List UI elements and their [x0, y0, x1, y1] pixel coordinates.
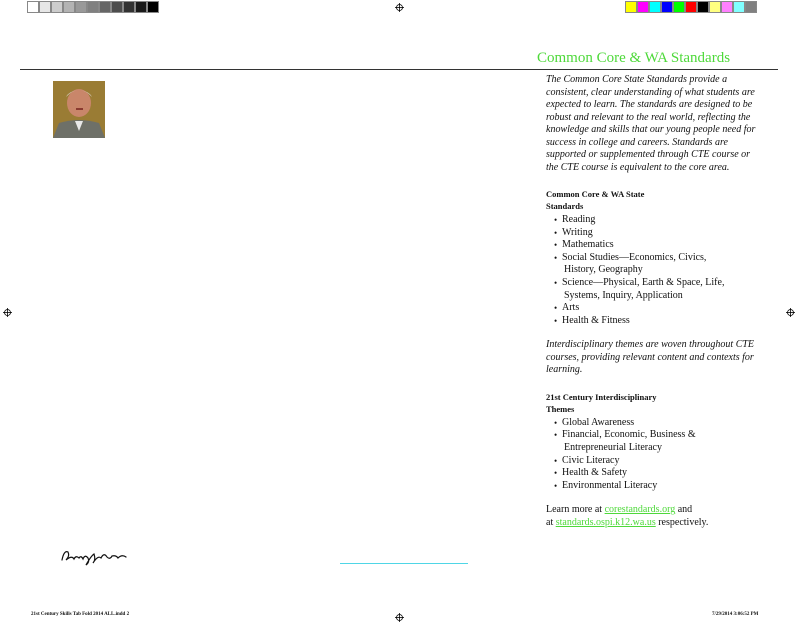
standards-list [546, 214, 761, 327]
list-item [546, 227, 761, 240]
cyan-divider [340, 563, 468, 564]
standards-heading-line2: Standards [546, 201, 584, 211]
process-color-swatch [685, 1, 697, 13]
list-item [546, 239, 761, 252]
list-item-text: Health & Fitness [562, 314, 630, 326]
process-color-swatch [697, 1, 709, 13]
gray-swatch [135, 1, 147, 13]
themes-heading-line2: Themes [546, 403, 575, 414]
gray-swatch [27, 1, 39, 13]
gray-swatch [99, 1, 111, 13]
gray-swatch [111, 1, 123, 13]
list-item [546, 302, 761, 315]
standards-heading-line1: Common Core & WA State [546, 189, 645, 199]
list-item-text: Mathematics [562, 239, 614, 251]
gray-swatch [39, 1, 51, 13]
registration-mark-right [786, 308, 795, 317]
list-item-text: Global Awareness [562, 416, 635, 428]
signature [60, 546, 130, 573]
list-item [546, 252, 761, 277]
list-item [546, 315, 761, 328]
registration-mark-left [3, 308, 12, 317]
list-item [546, 480, 761, 493]
list-item-text: Social Studies—Economics, Civics, [562, 251, 707, 263]
learn-more-at: at [546, 516, 554, 528]
list-item-text: Environmental Literacy [562, 479, 658, 491]
themes-list [546, 417, 761, 493]
process-color-swatch [709, 1, 721, 13]
list-item-text-cont: History, Geography [564, 264, 643, 276]
list-item-text: Science—Physical, Earth & Space, Life, [562, 276, 725, 288]
process-color-swatch [673, 1, 685, 13]
list-item [546, 467, 761, 480]
themes-heading-line1: 21st Century Interdisciplinary [546, 391, 657, 402]
gray-swatch [51, 1, 63, 13]
gray-swatch [147, 1, 159, 13]
registration-mark-top [395, 3, 404, 12]
learn-more-text [546, 504, 761, 529]
list-item [546, 417, 761, 430]
gray-color-bar [27, 1, 159, 13]
learn-more-prefix: Learn more at [546, 504, 603, 516]
process-color-swatch [637, 1, 649, 13]
process-color-swatch [733, 1, 745, 13]
process-color-bar [625, 1, 757, 13]
registration-mark-bottom [395, 613, 404, 622]
list-item-text-cont: Entrepreneurial Literacy [564, 442, 662, 454]
footer-file-info: 21st Century Skills Tab Fold 2014 ALL.indd 2 [31, 612, 130, 617]
gray-swatch [87, 1, 99, 13]
learn-more-suffix: respectively. [658, 516, 709, 528]
portrait-photo [53, 81, 105, 138]
header-divider [20, 69, 778, 70]
list-item-text: Writing [562, 226, 593, 238]
process-color-swatch [625, 1, 637, 13]
themes-intro-paragraph: Interdisciplinary themes are woven throughout CTE courses, providing relevant content and contexts for learning. [546, 339, 755, 376]
gray-swatch [123, 1, 135, 13]
list-item [546, 429, 761, 454]
gray-swatch [75, 1, 87, 13]
process-color-swatch [661, 1, 673, 13]
list-item-text: Financial, Economic, Business & [562, 429, 696, 441]
intro-paragraph: The Common Core State Standards provide a consistent, clear understanding of what students are expected to learn. The standards are designed to be robust and relevant to the real world, reflecting the knowledge and skills that our young people need for success in college and careers. Standards are supported or supplemented through CTE course or the CTE course is equivalent to the core area. [546, 74, 756, 173]
standards-heading [546, 188, 761, 212]
section-heading: Common Core & WA Standards [537, 50, 731, 66]
list-item-text: Reading [562, 214, 596, 225]
process-color-swatch [745, 1, 757, 13]
list-item [546, 277, 761, 302]
list-item-text: Civic Literacy [562, 454, 620, 466]
gray-swatch [63, 1, 75, 13]
learn-more-mid: and [677, 504, 693, 516]
list-item-text: Health & Safety [562, 467, 627, 479]
list-item [546, 455, 761, 468]
standards-column [546, 74, 761, 529]
themes-heading [546, 391, 761, 415]
list-item-text: Arts [562, 302, 580, 314]
process-color-swatch [649, 1, 661, 13]
footer-timestamp: 7/29/2014 3:06:52 PM [712, 612, 759, 617]
corestandards-link[interactable]: corestandards.org [604, 504, 676, 516]
list-item [546, 214, 761, 227]
list-item-text-cont: Systems, Inquiry, Application [564, 289, 683, 301]
ospi-standards-link[interactable]: standards.ospi.k12.wa.us [555, 516, 656, 528]
process-color-swatch [721, 1, 733, 13]
